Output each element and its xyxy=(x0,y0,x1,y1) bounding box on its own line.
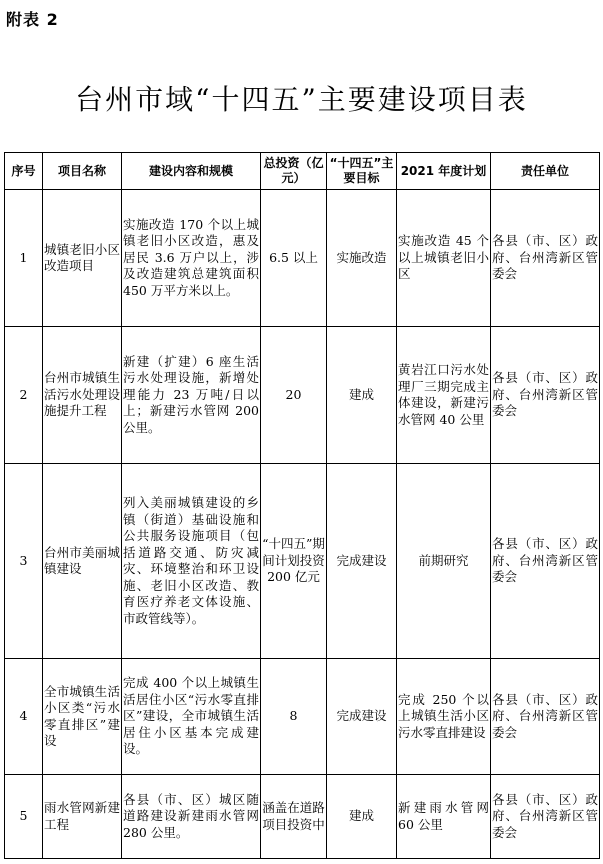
cell-content: 完成 400 个以上城镇生活居住小区“污水零直排区”建设，全市城镇生活居住小区基本完成建设。 xyxy=(122,659,261,775)
cell-investment: “十四五”期间计划投资 200 亿元 xyxy=(261,464,327,659)
table-row xyxy=(5,775,600,859)
cell-investment: 20 xyxy=(261,327,327,464)
cell-goal: 建成 xyxy=(327,327,397,464)
cell-name: 雨水管网新建工程 xyxy=(43,775,122,859)
cell-responsible: 各县（市、区）政府、台州湾新区管委会 xyxy=(491,464,600,659)
cell-content: 列入美丽城镇建设的乡镇（街道）基础设施和公共服务设施项目（包括道路交通、防灾减灾、环境整治和环卫设施、老旧小区改造、教育医疗养老文体设施、市政管线等）。 xyxy=(122,464,261,659)
cell-plan-2021: 实施改造 45 个以上城镇老旧小区 xyxy=(397,190,491,327)
cell-no: 4 xyxy=(5,659,43,775)
table-row xyxy=(5,659,600,775)
cell-responsible: 各县（市、区）政府、台州湾新区管委会 xyxy=(491,190,600,327)
table-row xyxy=(5,190,600,327)
header-name: 项目名称 xyxy=(43,153,122,190)
header-no: 序号 xyxy=(5,153,43,190)
cell-name: 城镇老旧小区改造项目 xyxy=(43,190,122,327)
table-row xyxy=(5,327,600,464)
cell-goal: 实施改造 xyxy=(327,190,397,327)
cell-plan-2021: 前期研究 xyxy=(397,464,491,659)
cell-responsible: 各县（市、区）政府、台州湾新区管委会 xyxy=(491,327,600,464)
cell-investment: 涵盖在道路项目投资中 xyxy=(261,775,327,859)
cell-no: 5 xyxy=(5,775,43,859)
cell-no: 3 xyxy=(5,464,43,659)
cell-content: 新建（扩建）6 座生活污水处理设施，新增处理能力 23 万吨/日以上；新建污水管网 200 公里。 xyxy=(122,327,261,464)
cell-responsible: 各县（市、区）政府、台州湾新区管委会 xyxy=(491,659,600,775)
header-investment: 总投资（亿元） xyxy=(261,153,327,190)
header-responsible: 责任单位 xyxy=(491,153,600,190)
table-header-row xyxy=(5,153,600,190)
header-content: 建设内容和规模 xyxy=(122,153,261,190)
cell-plan-2021: 完成 250 个以上城镇生活小区污水零直排建设 xyxy=(397,659,491,775)
cell-goal: 完成建设 xyxy=(327,464,397,659)
table-row xyxy=(5,464,600,659)
page-title: 台州市域“十四五”主要建设项目表 xyxy=(75,83,528,116)
cell-content: 实施改造 170 个以上城镇老旧小区改造，惠及居民 3.6 万户以上，涉及改造建筑总建筑面积 450 万平方米以上。 xyxy=(122,190,261,327)
cell-plan-2021: 新建雨水管网 60 公里 xyxy=(397,775,491,859)
cell-investment: 6.5 以上 xyxy=(261,190,327,327)
cell-goal: 完成建设 xyxy=(327,659,397,775)
projects-table xyxy=(4,152,600,859)
appendix-label: 附表 2 xyxy=(6,10,59,29)
header-goal: “十四五”主要目标 xyxy=(327,153,397,190)
cell-name: 台州市城镇生活污水处理设施提升工程 xyxy=(43,327,122,464)
cell-no: 2 xyxy=(5,327,43,464)
cell-investment: 8 xyxy=(261,659,327,775)
cell-plan-2021: 黄岩江口污水处理厂三期完成主体建设，新建污水管网 40 公里 xyxy=(397,327,491,464)
header-plan-2021: 2021 年度计划 xyxy=(397,153,491,190)
cell-content: 各县（市、区）城区随道路建设新建雨水管网 280 公里。 xyxy=(122,775,261,859)
cell-goal: 建成 xyxy=(327,775,397,859)
cell-responsible: 各县（市、区）政府、台州湾新区管委会 xyxy=(491,775,600,859)
cell-name: 全市城镇生活小区类“污水零直排区”建设 xyxy=(43,659,122,775)
cell-no: 1 xyxy=(5,190,43,327)
cell-name: 台州市美丽城镇建设 xyxy=(43,464,122,659)
